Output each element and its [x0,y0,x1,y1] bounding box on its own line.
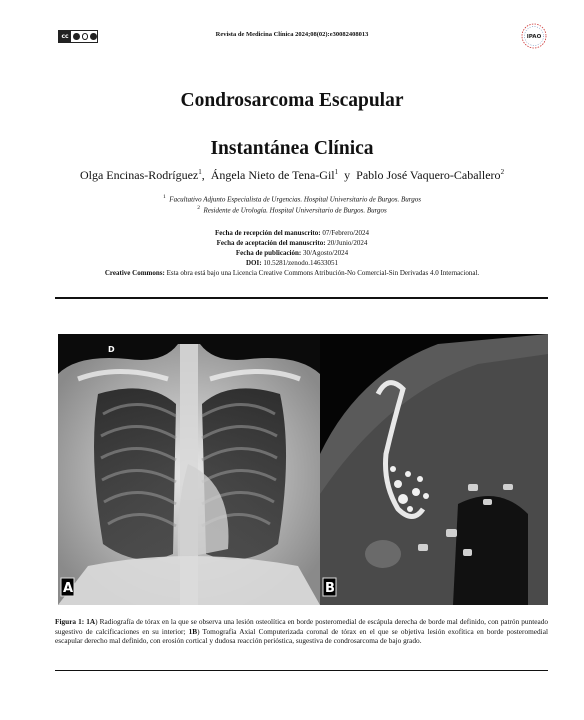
author-separator: y [338,168,357,182]
affiliation-text: Residente de Urología. Hospital Universitario de Burgos. Burgos [203,206,387,215]
meta-label: Fecha de aceptación del manuscrito: [216,239,326,247]
figure-caption [55,617,548,646]
affiliation-number: 1 [163,194,166,200]
doi [0,259,584,267]
author-name: Ángela Nieto de Tena-Gil [210,168,335,182]
affiliation-1 [0,194,584,203]
ipao-logo-text: IPAO [526,34,542,40]
caption-label: Figura 1: [55,617,85,626]
author-affiliation-ref: 1 [198,168,202,176]
caption-text: ) Tomografía Axial Computerizada coronal de tórax en el que se objetiva lesión exofítica en borde posteromedial escapular derecho mal definido, con erosión cortical y dudosa reacción perióstica, sugestiva de condrosarcoma de bajo grado. [55,626,548,646]
license-statement [0,269,584,277]
panel-b-ct-scan [320,334,548,605]
panel-b-label: B [325,581,335,596]
article-section: Instantánea Clínica [210,138,374,159]
publication-date [0,249,584,257]
figure-images [58,334,548,605]
figure-1 [58,334,548,605]
doi-link[interactable]: 10.5281/zenodo.14633051 [263,259,338,267]
caption-ref: 1B [188,626,198,636]
author-list [0,168,584,183]
meta-label: Fecha de publicación: [235,249,302,257]
panel-a-label: A [63,581,74,596]
author-affiliation-ref: 2 [500,168,505,176]
author-affiliation-ref: 1 [334,168,339,176]
caption-text: ) Radiografía de tórax en la que se observa una lesión osteolítica en borde posteromedial de escápula derecha de borde mal definido, con patrón punteado sugestivo de calcificaciones en su interior; [55,617,548,636]
meta-value: 07/Febrero/2024 [322,229,370,237]
author-name: Olga Encinas-Rodríguez [79,168,199,182]
meta-value: 30/Agosto/2024 [302,249,349,257]
panel-a-side-marker: D [108,345,115,354]
ipao-logo [520,22,548,50]
meta-label: Fecha de recepción del manuscrito: [214,229,321,237]
received-date [0,229,584,237]
affiliation-number: 2 [197,205,200,211]
affiliation-2 [0,205,584,214]
author-separator: , [201,168,211,182]
article-title: Condrosarcoma Escapular [180,90,404,111]
license-text: Esta obra está bajo una Licencia Creative Commons Atribución-No Comercial-Sin Derivadas 4.0 Internacional. [166,269,480,277]
author-name: Pablo José Vaquero-Caballero [356,168,501,182]
journal-citation-line: Revista de Medicina Clínica 2024;08(02):e30082408013 [215,31,369,38]
meta-label: Creative Commons: [104,269,165,277]
header-divider [55,297,548,299]
cc-icon: cc [59,31,71,42]
meta-value: 20/Junio/2024 [327,239,368,247]
affiliation-text: Facultativo Adjunto Especialista de Urgencias. Hospital Universitario de Burgos. Burgos [169,195,421,204]
caption-divider [55,670,548,671]
panel-a-chest-xray [58,334,320,605]
accepted-date [0,239,584,247]
meta-label: DOI: [246,259,262,267]
caption-ref: 1A [84,617,96,626]
